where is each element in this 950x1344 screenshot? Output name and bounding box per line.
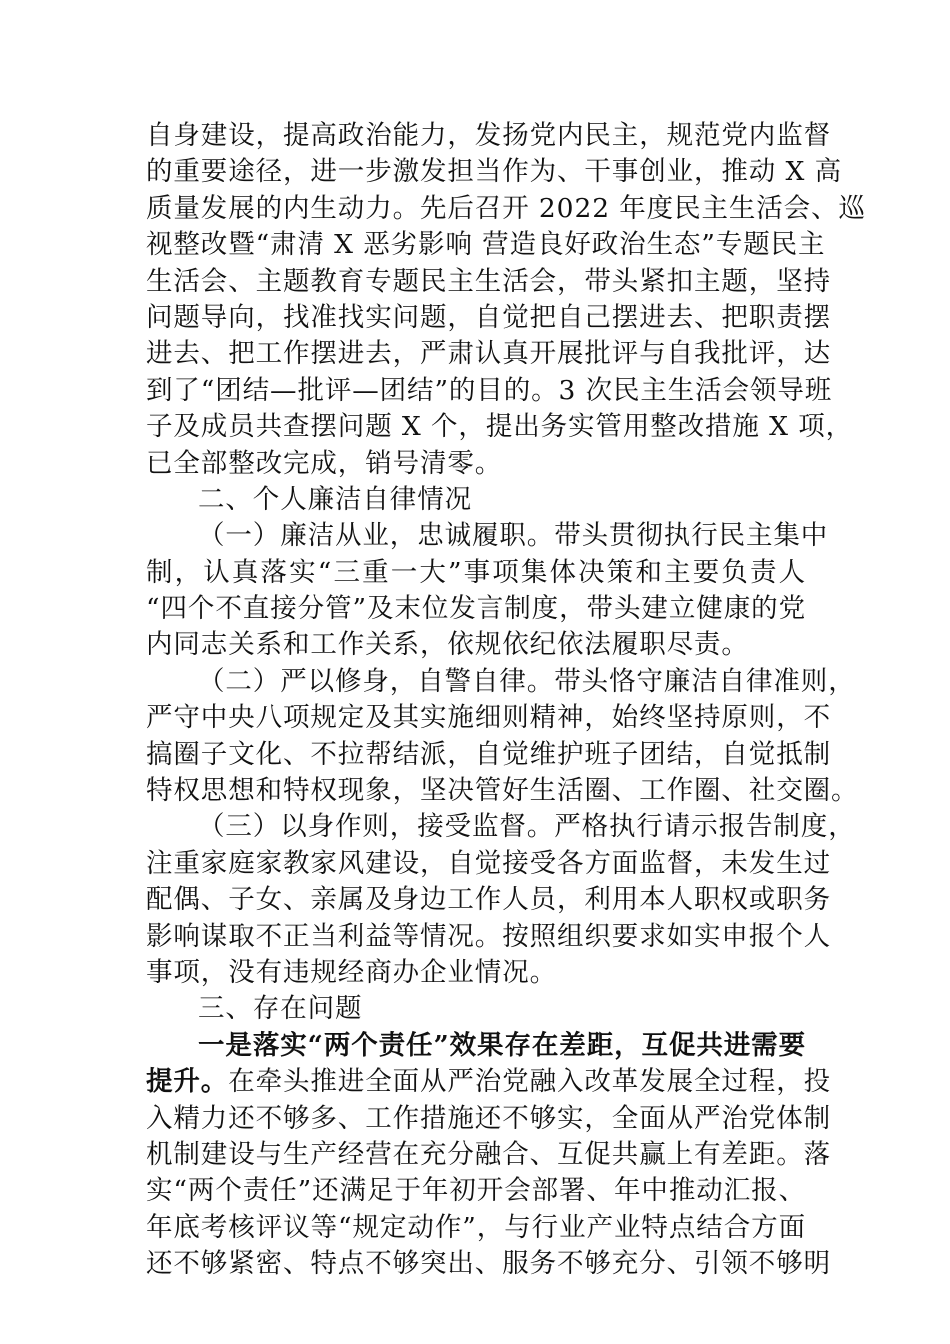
text-line: 入精力还不够多、工作措施还不够实，全面从严治党体制 [146, 1102, 831, 1134]
text-line: 质量发展的内生动力。先后召开 2022 年度民主生活会、巡 [146, 192, 866, 224]
text-line: 配偶、子女、亲属及身边工作人员，利用本人职权或职务 [146, 884, 831, 916]
text-line-mixed [146, 1064, 832, 1100]
text-line: 搞圈子文化、不拉帮结派，自觉维护班子团结，自觉抵制 [146, 738, 831, 770]
text-line: 特权思想和特权现象，坚决管好生活圈、工作圈、社交圈。 [146, 775, 859, 807]
text-line: （二）严以修身，自警自律。带头恪守廉洁自律准则， [198, 665, 856, 697]
paragraph-integrity-1 [146, 518, 829, 664]
text-line: 已全部整改完成，销号清零。 [146, 447, 503, 479]
section-heading-integrity: 二、个人廉洁自律情况 [198, 483, 472, 515]
text-line: “四个不直接分管”及末位发言制度，带头建立健康的党 [146, 593, 806, 625]
text-line: （一）廉洁从业，忠诚履职。带头贯彻执行民主集中 [198, 520, 829, 552]
text-line: 生活会、主题教育专题民主生活会，带头紧扣主题，坚持 [146, 265, 831, 297]
text-line: 视整改暨“肃清 X 恶劣影响 营造良好政治生态”专题民主 [146, 229, 826, 261]
text-line: 机制建设与生产经营在充分融合、互促共赢上有差距。落 [146, 1138, 831, 1170]
text-line: 的重要途径，进一步激发担当作为、干事创业，推动 X 高 [146, 156, 843, 188]
text-line: 子及成员共查摆问题 X 个，提出务实管用整改措施 X 项， [146, 411, 854, 443]
document-body [146, 118, 866, 1283]
text-line: 进去、把工作摆进去，严肃认真开展批评与自我批评，达 [146, 338, 831, 370]
paragraph-party-building [146, 118, 866, 482]
text-line: 制，认真落实“三重一大”事项集体决策和主要负责人 [146, 556, 806, 588]
text-line: 注重家庭家教家风建设，自觉接受各方面监督，未发生过 [146, 847, 831, 879]
text-line: 内同志关系和工作关系，依规依纪依法履职尽责。 [146, 629, 749, 661]
text-line: 实“两个责任”还满足于年初开会部署、年中推动汇报、 [146, 1175, 806, 1207]
text-line: 严守中央八项规定及其实施细则精神，始终坚持原则，不 [146, 702, 831, 734]
text-line: 自身建设，提高政治能力，发扬党内民主，规范党内监督 [146, 120, 831, 151]
bold-text-line: 一是落实“两个责任”效果存在差距，互促共进需要 [198, 1029, 806, 1061]
text-line: （三）以身作则，接受监督。严格执行请示报告制度， [198, 811, 856, 843]
paragraph-integrity-2 [146, 664, 859, 810]
paragraph-integrity-3 [146, 809, 856, 991]
bold-lead-text: 提升。 [146, 1066, 229, 1098]
section-heading-problems: 三、存在问题 [198, 993, 363, 1025]
text-line: 事项，没有违规经商办企业情况。 [146, 956, 557, 988]
text-line-rest: 在牵头推进全面从严治党融入改革发展全过程，投 [228, 1066, 832, 1098]
text-line: 还不够紧密、特点不够突出、服务不够充分、引领不够明 [146, 1248, 831, 1280]
text-line: 问题导向，找准找实问题，自觉把自己摆进去、把职责摆 [146, 301, 831, 333]
text-line: 年底考核评议等“规定动作”，与行业产业特点结合方面 [146, 1211, 806, 1243]
text-line: 到了“团结—批评—团结”的目的。3 次民主生活会领导班 [146, 374, 833, 406]
text-line: 影响谋取不正当利益等情况。按照组织要求如实申报个人 [146, 920, 831, 952]
paragraph-problems-1 [146, 1028, 832, 1283]
